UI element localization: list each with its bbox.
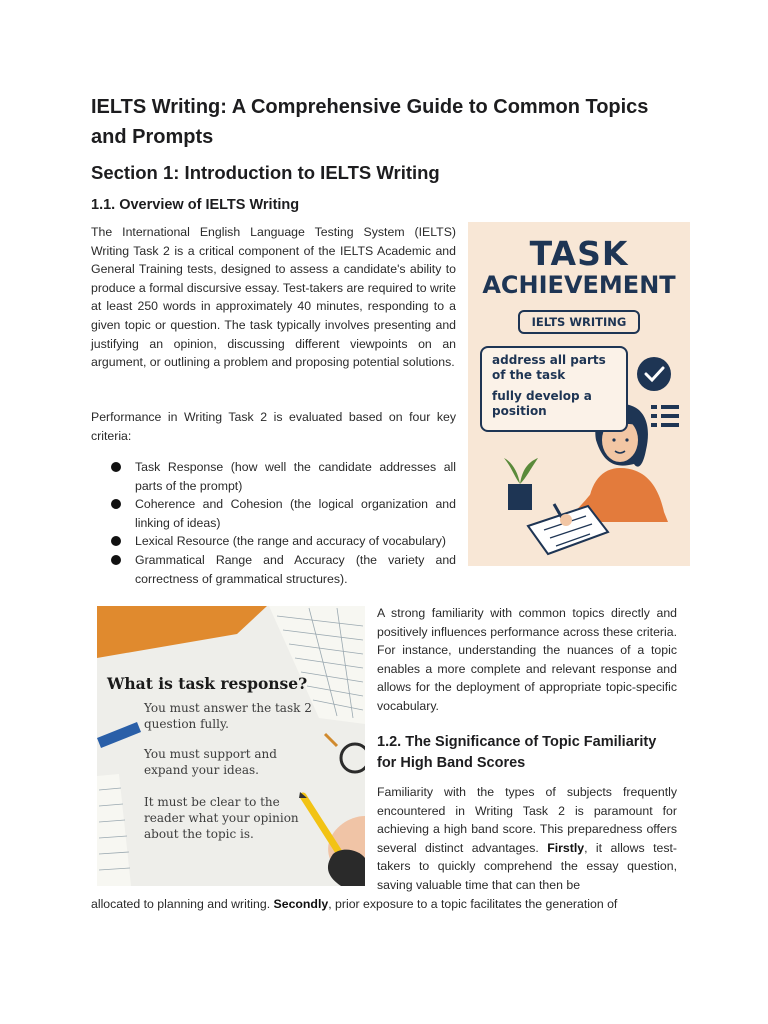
photo-heading: What is task response? (107, 674, 308, 693)
paragraph-topic-familiarity: A strong familiarity with common topics directly and positively influences performance across these criteria. For instance, understanding the nuances of a topic enables a more complete and relevant response and allows for the deployment of appropriate topic-specific vocabulary. (377, 606, 677, 713)
poster-card-line: fully develop a position (492, 389, 592, 418)
list-item (91, 551, 456, 588)
subsection-title-significance: 1.2. The Significance of Topic Familiarity for High Band Scores (377, 734, 657, 771)
check-circle-icon (637, 357, 671, 391)
paragraph-overview: The International English Language Testing System (IELTS) Writing Task 2 is a critical component of the IELTS Academic and General Training tests, designed to assess a candidate's ability to produce a formal discursive essay. Test-takers are required to write at least 250 words in approximately 40 minutes, responding to a given topic or question. The task typically involves presenting and justifying an opinion, discussing different viewpoints on an argument, or outlining a problem and proposing potential solutions. (91, 225, 456, 370)
list-item (91, 532, 456, 551)
blue-pen-icon (97, 722, 141, 748)
list-icon (651, 405, 657, 409)
poster-heading-achievement: ACHIEVEMENT (482, 271, 676, 299)
bullet-icon (111, 499, 121, 509)
emphasis-firstly: Firstly (547, 840, 585, 855)
bullet-icon (111, 462, 121, 472)
list-item (91, 495, 456, 532)
plant-leaf-icon (504, 458, 520, 484)
paragraph-text: , prior exposure to a topic facilitates the generation of (328, 897, 618, 911)
task-achievement-poster (468, 222, 690, 566)
bullet-icon (111, 536, 121, 546)
paragraph-continued (91, 895, 677, 914)
paragraph-criteria-intro: Performance in Writing Task 2 is evaluated based on four key criteria: (91, 410, 456, 443)
plant-pot-icon (508, 484, 532, 510)
glasses-icon (341, 744, 365, 772)
photo-text-line: It must be clear to the reader what your opinion about the topic is. (144, 795, 299, 841)
subsection-title-overview: 1.1. Overview of IELTS Writing (91, 197, 300, 213)
list-item-text: Task Response (how well the candidate addresses all parts of the prompt) (135, 460, 456, 493)
photo-text-line: You must answer the task 2 question fully. (144, 701, 312, 731)
list-item-text: Grammatical Range and Accuracy (the variety and correctness of grammatical structures). (135, 552, 456, 586)
poster-card-line: address all parts of the task (492, 353, 606, 382)
list-item-text: Coherence and Cohesion (the logical organization and linking of ideas) (135, 497, 456, 530)
paragraph-text: Familiarity with the types of subjects frequently encountered in Writing Task 2 is paramount for achieving a high band score. This preparedness offers several distinct advantages. (377, 785, 677, 855)
paragraph-text: allocated to planning and writing. (91, 897, 274, 911)
paragraph-text: , it allows test-takers to quickly comprehend the essay question, saving valuable time that can then be (377, 840, 678, 892)
task-response-photo (97, 606, 365, 886)
emphasis-secondly: Secondly (273, 897, 329, 911)
list-item (91, 458, 456, 495)
list-item-text: Lexical Resource (the range and accuracy of vocabulary) (135, 534, 447, 549)
poster-speech-card (480, 346, 628, 432)
document-title: IELTS Writing: A Comprehensive Guide to Common Topics and Prompts (91, 96, 649, 148)
poster-heading-task: TASK (529, 234, 629, 273)
folder-shape (97, 606, 267, 658)
paragraph-significance (377, 783, 677, 895)
poster-badge: IELTS WRITING (518, 310, 640, 334)
bullet-icon (111, 555, 121, 565)
photo-text-line: You must support and expand your ideas. (144, 747, 277, 777)
section-title: Section 1: Introduction to IELTS Writing (91, 162, 440, 183)
criteria-list (91, 458, 456, 588)
